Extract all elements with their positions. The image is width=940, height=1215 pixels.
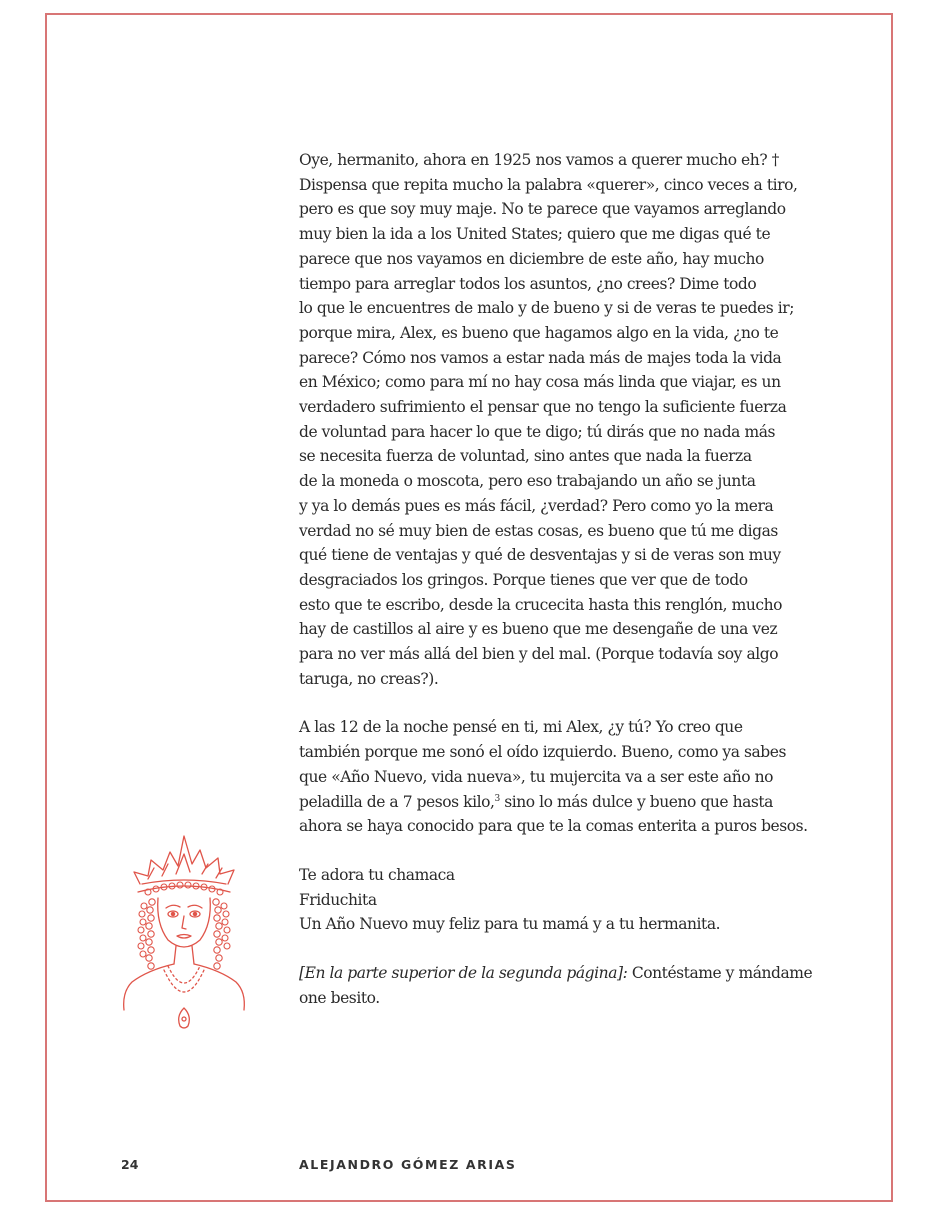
text-line: muy bien la ida a los United States; quiero que me digas qué te	[299, 225, 771, 244]
text-line: taruga, no creas?).	[299, 669, 439, 688]
text-line: verdadero sufrimiento el pensar que no tengo la suficiente fuerza	[299, 398, 787, 417]
text-line: que «Año Nuevo, vida nueva», tu mujercita va a ser este año no	[299, 767, 774, 786]
letter-paragraph-2	[299, 715, 819, 839]
text-line: desgraciados los gringos. Porque tienes que ver que de todo	[299, 570, 748, 589]
text-line: hay de castillos al aire y es bueno que me desengañe de una vez	[299, 620, 778, 639]
text-line: esto que te escribo, desde la crucecita hasta this renglón, mucho	[299, 595, 783, 614]
footnote-marker: 3	[494, 793, 500, 804]
text-line: parece? Cómo nos vamos a estar nada más de majes toda la vida	[299, 348, 782, 367]
running-head: ALEJANDRO GÓMEZ ARIAS	[299, 1157, 517, 1172]
text-line: parece que nos vayamos en diciembre de este año, hay mucho	[299, 249, 764, 268]
editorial-bracket-note: [En la parte superior de la segunda página]:	[299, 964, 628, 983]
text-fragment: Contéstame y mándame	[627, 964, 813, 983]
text-line: Dispensa que repita mucho la palabra «querer», cinco veces a tiro,	[299, 175, 798, 194]
text-line: porque mira, Alex, es bueno que hagamos algo en la vida, ¿no te	[299, 323, 779, 342]
letter-body	[299, 148, 819, 1011]
text-line: para no ver más allá del bien y del mal. (Porque todavía soy algo	[299, 645, 779, 664]
text-line: pero es que soy muy maje. No te parece que vayamos arreglando	[299, 200, 786, 219]
text-line	[299, 790, 819, 815]
signature: Friduchita	[299, 890, 377, 909]
text-line: ahora se haya conocido para que te la comas enterita a puros besos.	[299, 817, 808, 836]
text-line: se necesita fuerza de voluntad, sino antes que nada la fuerza	[299, 447, 752, 466]
text-line: Oye, hermanito, ahora en 1925 nos vamos a querer mucho eh? †	[299, 151, 779, 169]
text-line: verdad no sé muy bien de estas cosas, es bueno que tú me digas	[299, 521, 778, 540]
postscript: Un Año Nuevo muy feliz para tu mamá y a tu hermanita.	[299, 915, 721, 934]
text-fragment: peladilla de a 7 pesos kilo,	[299, 792, 495, 811]
text-line: tiempo para arreglar todos los asuntos, ¿no crees? Dime todo	[299, 274, 757, 293]
text-line: A las 12 de la noche pensé en ti, mi Alex, ¿y tú? Yo creo que	[299, 718, 743, 737]
text-line: también porque me sonó el oído izquierdo. Bueno, como ya sabes	[299, 743, 787, 762]
text-line: en México; como para mí no hay cosa más linda que viajar, es un	[299, 373, 781, 392]
closing-salutation: Te adora tu chamaca	[299, 865, 455, 884]
crowned-woman-portrait-icon	[118, 832, 253, 1037]
letter-closing	[299, 863, 819, 937]
text-line: de voluntad para hacer lo que te digo; tú dirás que no nada más	[299, 422, 775, 441]
letter-paragraph-1	[299, 148, 819, 691]
text-line: y ya lo demás pues es más fácil, ¿verdad? Pero como yo la mera	[299, 496, 774, 515]
page-number: 24	[121, 1157, 139, 1172]
editorial-note	[299, 961, 819, 1010]
text-line	[299, 961, 819, 986]
text-line: one besito.	[299, 988, 380, 1007]
text-fragment: sino lo más dulce y bueno que hasta	[499, 792, 773, 811]
text-line: de la moneda o moscota, pero eso trabajando un año se junta	[299, 472, 756, 491]
text-line: qué tiene de ventajas y qué de desventajas y si de veras son muy	[299, 546, 781, 565]
text-line: lo que le encuentres de malo y de bueno y si de veras te puedes ir;	[299, 299, 794, 318]
